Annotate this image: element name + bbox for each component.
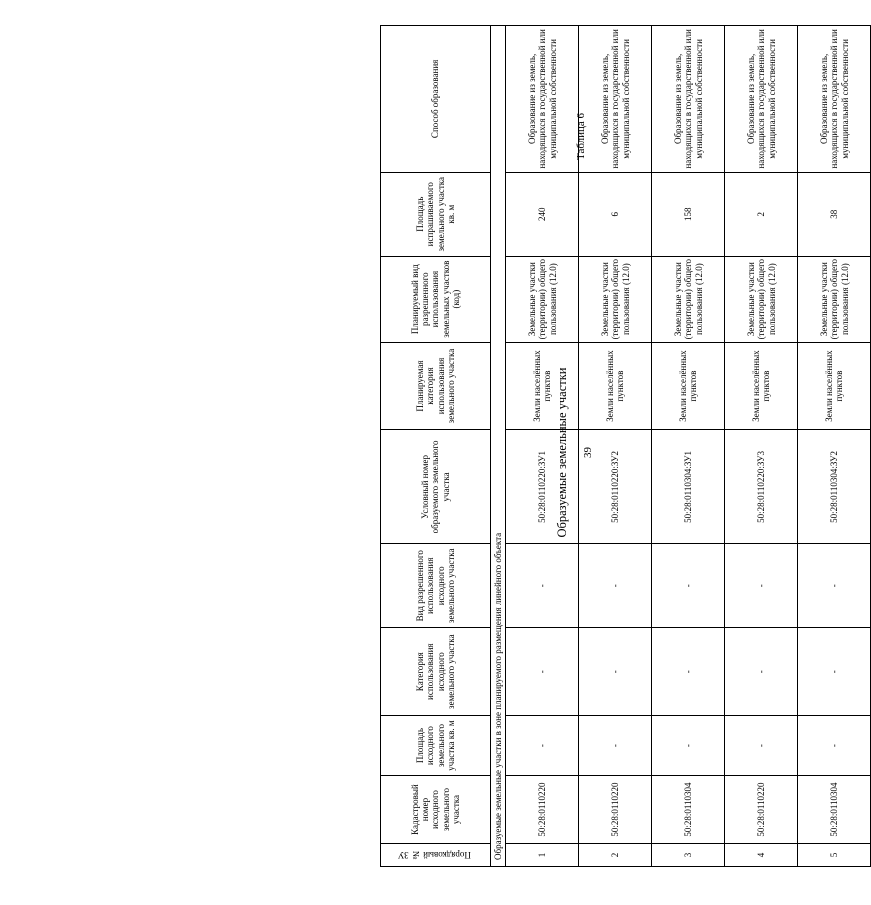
cell-source-category: - [506, 628, 579, 716]
cell-cadastral: 50:28:0110220 [506, 776, 579, 844]
cell-planned-category: Земли населённых пунктов [579, 342, 652, 430]
cell-source-area: - [579, 716, 652, 776]
section-row [491, 26, 506, 867]
cell-planned-use: Земельные участки (территории) общего пользования (12.0) [652, 256, 725, 342]
cell-source-use: - [725, 544, 798, 628]
cell-source-area: - [798, 716, 871, 776]
cell-source-area: - [652, 716, 725, 776]
table-row [798, 26, 871, 867]
cell-area: 6 [579, 172, 652, 256]
cell-num: 4 [725, 844, 798, 867]
document-title: Образуемые земельные участки [555, 367, 569, 538]
cell-planned-category: Земли населённых пунктов [506, 342, 579, 430]
cell-method: Образование из земель, находящихся в государственной или муниципальной собственности [506, 26, 579, 173]
cell-planned-use: Земельные участки (территории) общего пользования (12.0) [579, 256, 652, 342]
header-planned-use: Планируемый вид разрешенного использования земельных участков (код) [381, 256, 491, 342]
header-cadastral: Кадастровый номер исходного земельного участка [381, 776, 491, 844]
header-area: Площадь испрашиваемого земельного участка кв. м [381, 172, 491, 256]
header-conditional-number: Условный номер образуемого земельного участка [381, 430, 491, 544]
cell-source-category: - [579, 628, 652, 716]
cell-method: Образование из земель, находящихся в государственной или муниципальной собственности [798, 26, 871, 173]
cell-conditional-number: 50:28:0110220:ЗУ1 [506, 430, 579, 544]
page-number: 39 [582, 447, 594, 458]
cell-source-category: - [725, 628, 798, 716]
cell-source-area: - [725, 716, 798, 776]
table-row [579, 26, 652, 867]
table-label: Таблица 6 [575, 112, 587, 160]
cell-conditional-number: 50:28:0110304:ЗУ1 [652, 430, 725, 544]
header-num: Порядковый № ЗУ [381, 844, 491, 867]
cell-source-use: - [506, 544, 579, 628]
cell-cadastral: 50:28:0110220 [725, 776, 798, 844]
land-plots-table [380, 25, 871, 867]
section-title: Образуемые земельные участки в зоне планируемого размещения линейного объекта [491, 26, 506, 867]
cell-source-use: - [798, 544, 871, 628]
cell-planned-use: Земельные участки (территории) общего пользования (12.0) [725, 256, 798, 342]
cell-source-category: - [798, 628, 871, 716]
cell-num: 3 [652, 844, 725, 867]
cell-method: Образование из земель, находящихся в государственной или муниципальной собственности [579, 26, 652, 173]
cell-planned-use: Земельные участки (территории) общего пользования (12.0) [506, 256, 579, 342]
cell-method: Образование из земель, находящихся в государственной или муниципальной собственности [725, 26, 798, 173]
cell-source-category: - [652, 628, 725, 716]
cell-conditional-number: 50:28:0110220:ЗУ3 [725, 430, 798, 544]
header-method: Способ образования [381, 26, 491, 173]
cell-conditional-number: 50:28:0110220:ЗУ2 [579, 430, 652, 544]
cell-planned-category: Земли населённых пунктов [725, 342, 798, 430]
cell-method: Образование из земель, находящихся в государственной или муниципальной собственности [652, 26, 725, 173]
cell-planned-use: Земельные участки (территории) общего пользования (12.0) [798, 256, 871, 342]
cell-conditional-number: 50:28:0110304:ЗУ2 [798, 430, 871, 544]
cell-num: 5 [798, 844, 871, 867]
cell-area: 38 [798, 172, 871, 256]
header-source-area: Площадь исходного земельного участка кв. м [381, 716, 491, 776]
cell-area: 2 [725, 172, 798, 256]
cell-area: 158 [652, 172, 725, 256]
header-source-category: Категория использования исходного земельного участка [381, 628, 491, 716]
cell-cadastral: 50:28:0110304 [652, 776, 725, 844]
cell-area: 240 [506, 172, 579, 256]
table-row [652, 26, 725, 867]
cell-source-area: - [506, 716, 579, 776]
cell-cadastral: 50:28:0110220 [579, 776, 652, 844]
cell-num: 2 [579, 844, 652, 867]
header-planned-category: Планируемая категория использования земельного участка [381, 342, 491, 430]
cell-cadastral: 50:28:0110304 [798, 776, 871, 844]
cell-source-use: - [579, 544, 652, 628]
table-row [725, 26, 798, 867]
table-row [506, 26, 579, 867]
cell-planned-category: Земли населённых пунктов [652, 342, 725, 430]
cell-planned-category: Земли населённых пунктов [798, 342, 871, 430]
header-source-use: Вид разрешенного использования исходного земельного участка [381, 544, 491, 628]
cell-source-use: - [652, 544, 725, 628]
cell-num: 1 [506, 844, 579, 867]
header-row [381, 26, 491, 867]
